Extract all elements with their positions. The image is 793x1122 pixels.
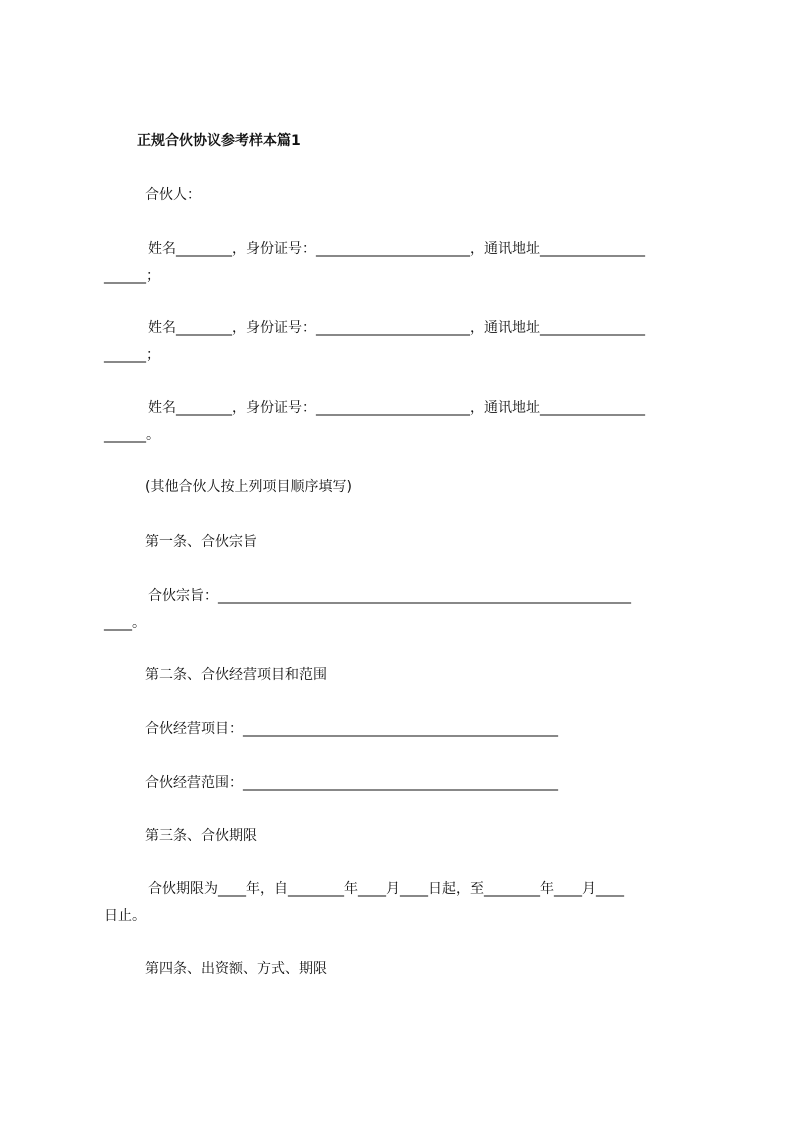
article-3-line-1: 合伙期限为____年，自________年____月____日起，至________年____月____	[148, 881, 624, 897]
partner-row-3-line-1: 姓名________，身份证号：______________________，通讯地址_______________	[148, 400, 645, 416]
partner-row-3-line-2: ______。	[104, 427, 160, 443]
article-2-scope: 合伙经营范围：_____________________________________________	[145, 775, 558, 791]
article-2-heading: 第二条、合伙经营项目和范围	[145, 667, 327, 683]
article-1-heading: 第一条、合伙宗旨	[145, 534, 257, 550]
article-1-line-1: 合伙宗旨：___________________________________________________________	[148, 588, 631, 604]
partners-label: 合伙人：	[145, 187, 201, 203]
partner-row-1-line-1: 姓名________，身份证号：______________________，通讯地址_______________	[148, 241, 645, 257]
article-4-heading: 第四条、出资额、方式、期限	[145, 961, 327, 977]
partner-row-2-line-1: 姓名________，身份证号：______________________，通讯地址_______________	[148, 320, 645, 336]
article-1-line-2: ____。	[104, 615, 146, 631]
partner-row-1-line-2: ______；	[104, 268, 160, 284]
article-2-project: 合伙经营项目：_____________________________________________	[145, 721, 558, 737]
article-3-line-2: 日止。	[104, 908, 146, 924]
other-partners-note: (其他合伙人按上列项目顺序填写)	[145, 479, 352, 495]
article-3-heading: 第三条、合伙期限	[145, 828, 257, 844]
document-title: 正规合伙协议参考样本篇1	[137, 133, 301, 149]
partner-row-2-line-2: ______；	[104, 347, 160, 363]
